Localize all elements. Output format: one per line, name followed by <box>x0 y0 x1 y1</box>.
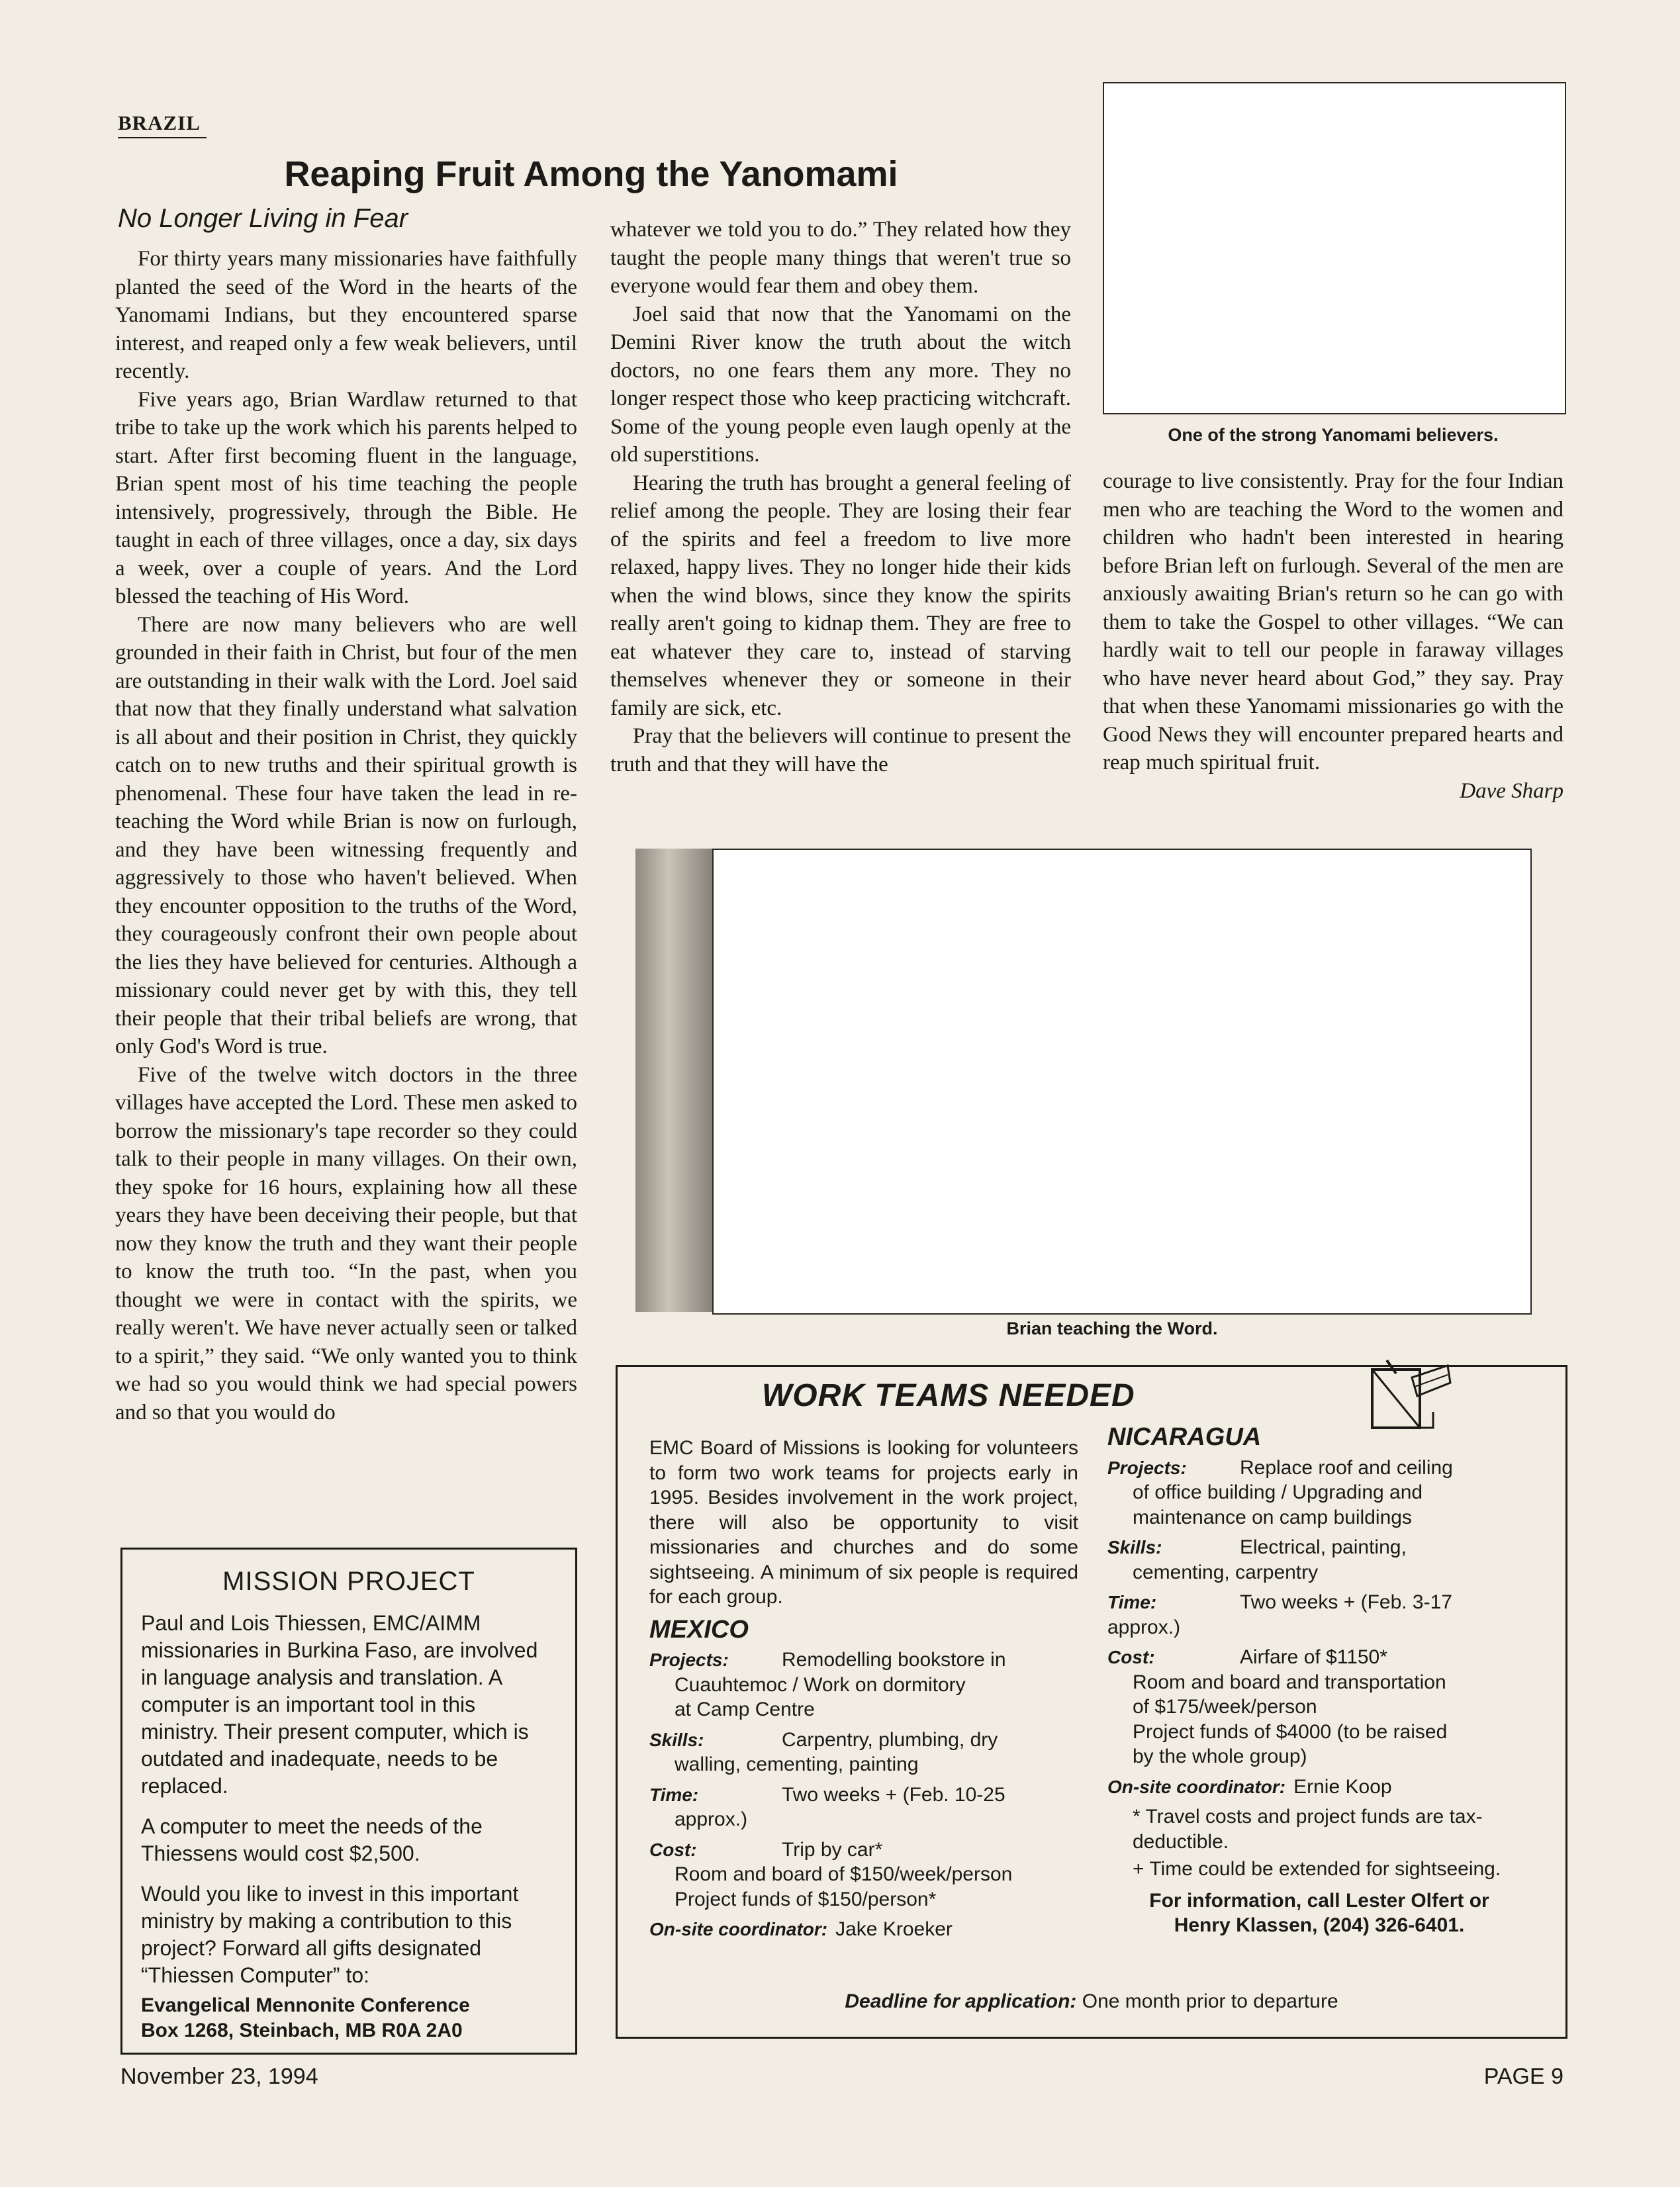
mexico-skills <box>649 1728 1078 1777</box>
mission-paragraph: Would you like to invest in this important ministry by making a contribution to this project? Forward all gifts designated “Thiessen Computer” to: <box>141 1882 519 1987</box>
article-paragraph: Five of the twelve witch doctors in the three villages have accepted the Lord. These men asked to borrow the missionary's tape recorder so they could talk to their people in many villages. On their own, they spoke for 16 hours, explaining how all these years they have been deceiving their people, but that now they know the truth and they want their people to know the truth too. “In the past, when you thought we were in contact with the spirits, we really weren't. We have never actually seen or talked to a spirit,” they said. “We only wanted you to think we had so you would think we had special powers and so that you would do <box>115 1062 577 1424</box>
projects-value: Remodelling bookstore in <box>782 1649 1006 1671</box>
info-contact-line-2: Henry Klassen, (204) 326-6401. <box>1174 1914 1465 1936</box>
info-contact-line-1: For information, call Lester Olfert or <box>1149 1889 1489 1912</box>
article-column-2 <box>610 216 1071 778</box>
coordinator-label: On-site coordinator: <box>649 1919 828 1939</box>
cost-label: Cost: <box>1107 1647 1155 1667</box>
time-value: Two weeks + (Feb. 3-17 <box>1240 1591 1452 1613</box>
article-paragraph: whatever we told you to do.” They related how they taught the people many things that weren't true so everyone would fear them and obey them. <box>610 218 1071 298</box>
mexico-cost <box>649 1838 1078 1912</box>
skills-value-cont: walling, cementing, painting <box>675 1753 919 1775</box>
photo-yanomami-believer <box>1103 82 1566 414</box>
mission-project-box <box>120 1548 577 2055</box>
time-label: Time: <box>649 1784 699 1805</box>
footer-date: November 23, 1994 <box>120 2064 318 2089</box>
projects-label: Projects: <box>649 1650 729 1670</box>
article-paragraph: Joel said that now that the Yanomami on the Demini River know the truth about the witch doctors, no one fears them any more. They no longer respect those who keep practicing witchcraft. Some of the young people even laugh openly at the old superstitions. <box>610 302 1071 467</box>
cost-value: Trip by car* <box>782 1838 883 1861</box>
nicaragua-coordinator <box>1107 1775 1531 1800</box>
work-teams-right-column <box>1107 1425 1531 1938</box>
subhead: No Longer Living in Fear <box>118 204 408 233</box>
article-column-3 <box>1103 467 1563 805</box>
cost-value-cont: Project funds of $150/person* <box>675 1888 937 1910</box>
photo-brian-teaching <box>712 849 1532 1315</box>
coordinator-label: On-site coordinator: <box>1107 1776 1286 1797</box>
mexico-coordinator <box>649 1917 1078 1942</box>
work-teams-left-column <box>649 1436 1078 1947</box>
skills-value: Electrical, painting, <box>1240 1536 1407 1558</box>
section-tag-rule <box>118 137 207 138</box>
cost-value-cont: by the whole group) <box>1133 1745 1307 1767</box>
deadline-line <box>618 1989 1565 2014</box>
time-value-cont: approx.) <box>675 1808 748 1830</box>
skills-label: Skills: <box>1107 1537 1162 1558</box>
article-paragraph: Five years ago, Brian Wardlaw returned to that tribe to take up the work which his parents helped to start. After first becoming fluent in the language, Brian spent most of his time teaching the people intensively, progressively, through the Bible. He taught in each of three villages, once a day, six days a week, over a couple of years. And the Lord blessed the teaching of His Word. <box>115 387 577 608</box>
cost-value-cont: Project funds of $4000 (to be raised <box>1133 1720 1448 1743</box>
work-teams-box <box>616 1365 1567 2039</box>
article-paragraph: Hearing the truth has brought a general feeling of relief among the people. They are losing their fear of the spirits and feel a freedom to live more relaxed, happy lives. They no longer hide their kids when the wind blows, since they know the spirits really aren't going to kidnap them. They are free to eat whatever they care to, instead of starving themselves whenever they or someone in their family are sick, etc. <box>610 471 1071 720</box>
projects-value-cont: maintenance on camp buildings <box>1133 1506 1412 1528</box>
region-nicaragua: NICARAGUA <box>1107 1423 1262 1451</box>
skills-label: Skills: <box>649 1729 704 1750</box>
mission-project-title: MISSION PROJECT <box>222 1567 475 1596</box>
section-tag: BRAZIL <box>118 111 201 134</box>
caption-top-photo: One of the strong Yanomami believers. <box>1168 425 1499 445</box>
coordinator-value: Ernie Koop <box>1293 1775 1392 1798</box>
skills-value: Carpentry, plumbing, dry <box>782 1728 998 1751</box>
mexico-projects <box>649 1648 1078 1722</box>
nicaragua-cost <box>1107 1645 1531 1769</box>
work-teams-title: WORK TEAMS NEEDED <box>762 1378 1135 1413</box>
author-signature: Dave Sharp <box>1460 778 1563 803</box>
deadline-value: One month prior to departure <box>1082 1990 1338 2012</box>
region-mexico: MEXICO <box>649 1615 749 1644</box>
cost-value-cont: of $175/week/person <box>1133 1696 1317 1718</box>
caption-bottom-photo: Brian teaching the Word. <box>1006 1319 1218 1338</box>
nicaragua-time <box>1107 1590 1531 1640</box>
time-value-cont: approx.) <box>1107 1616 1181 1638</box>
mission-address-line-1: Evangelical Mennonite Conference <box>141 1994 470 2016</box>
cost-label: Cost: <box>649 1839 697 1860</box>
mexico-time <box>649 1783 1078 1832</box>
footnote-time-extended: + Time could be extended for sightseeing. <box>1133 1858 1501 1880</box>
mission-address-line-2: Box 1268, Steinbach, MB R0A 2A0 <box>141 2020 463 2041</box>
coordinator-value: Jake Kroeker <box>835 1918 953 1940</box>
footnote-tax-deductible: * Travel costs and project funds are tax-deductible. <box>1133 1806 1483 1853</box>
work-teams-intro: EMC Board of Missions is looking for volunteers to form two work teams for projects early in 1995. Besides involvement in the work project, there will also be opportunity to visit missionaries and churches and do some sightseeing. A minimum of six people is required for each group. <box>649 1437 1078 1608</box>
article-paragraph: Pray that the believers will continue to present the truth and that they will have the <box>610 724 1071 776</box>
cost-value-cont: Room and board of $150/week/person <box>675 1863 1013 1885</box>
article-paragraph: For thirty years many missionaries have faithfully planted the seed of the Word in the hearts of the Yanomami Indians, but they encountered sparse interest, and reaped only a few weak believers, until recently. <box>115 247 577 383</box>
time-label: Time: <box>1107 1592 1157 1612</box>
headline: Reaping Fruit Among the Yanomami <box>284 154 898 194</box>
projects-value-cont: of office building / Upgrading and <box>1133 1481 1423 1503</box>
article-paragraph: courage to live consistently. Pray for the four Indian men who are teaching the Word to the women and children who hadn't been interested in hearing before Brian left on furlough. Several of the men are anxiously awaiting Brian's return so he can go with them to take the Gospel to other villages. “We can hardly wait to tell our people in faraway villages who have never heard about God,” they say. Pray that when these Yanomami missionaries go with the Good News they will encounter prepared hearts and reap much spiritual fruit. <box>1103 469 1563 774</box>
projects-value-cont: Cuauhtemoc / Work on dormitory <box>675 1673 966 1696</box>
skills-value-cont: cementing, carpentry <box>1133 1561 1319 1583</box>
mission-paragraph: Paul and Lois Thiessen, EMC/AIMM missionaries in Burkina Faso, are involved in language analysis and translation. A computer is an important tool in this ministry. Their present computer, which is outdated and inadequate, needs to be replaced. <box>141 1611 538 1798</box>
article-column-1 <box>115 245 577 1426</box>
photo-edge-shade <box>635 849 719 1312</box>
projects-label: Projects: <box>1107 1457 1187 1478</box>
nicaragua-projects <box>1107 1456 1531 1530</box>
mission-paragraph: A computer to meet the needs of the Thiessens would cost $2,500. <box>141 1814 483 1865</box>
article-paragraph: There are now many believers who are well grounded in their faith in Christ, but four of the men are outstanding in their walk with the Lord. Joel said that now that they finally understand what salvation is all about and their position in Christ, they quickly catch on to new truths and their spiritual growth is phenomenal. These four have taken the lead in re-teaching the Word while Brian is now on furlough, and they have been witnessing frequently and aggressively to those who haven't believed. When they encounter opposition to the truths of the Word, they courageously confront their own people about the lies they have believed for centuries. Although a missionary could never get by with this, they tell their people that their tribal beliefs are wrong, that only God's Word is true. <box>115 612 577 1058</box>
projects-value-cont: at Camp Centre <box>675 1698 815 1720</box>
projects-value: Replace roof and ceiling <box>1240 1456 1453 1479</box>
nicaragua-skills <box>1107 1535 1531 1585</box>
footer-page-number: PAGE 9 <box>1483 2064 1563 2089</box>
cost-value: Airfare of $1150* <box>1240 1646 1387 1668</box>
cost-value-cont: Room and board and transportation <box>1133 1671 1446 1693</box>
time-value: Two weeks + (Feb. 10-25 <box>782 1783 1005 1806</box>
deadline-label: Deadline for application: <box>845 1990 1077 2012</box>
